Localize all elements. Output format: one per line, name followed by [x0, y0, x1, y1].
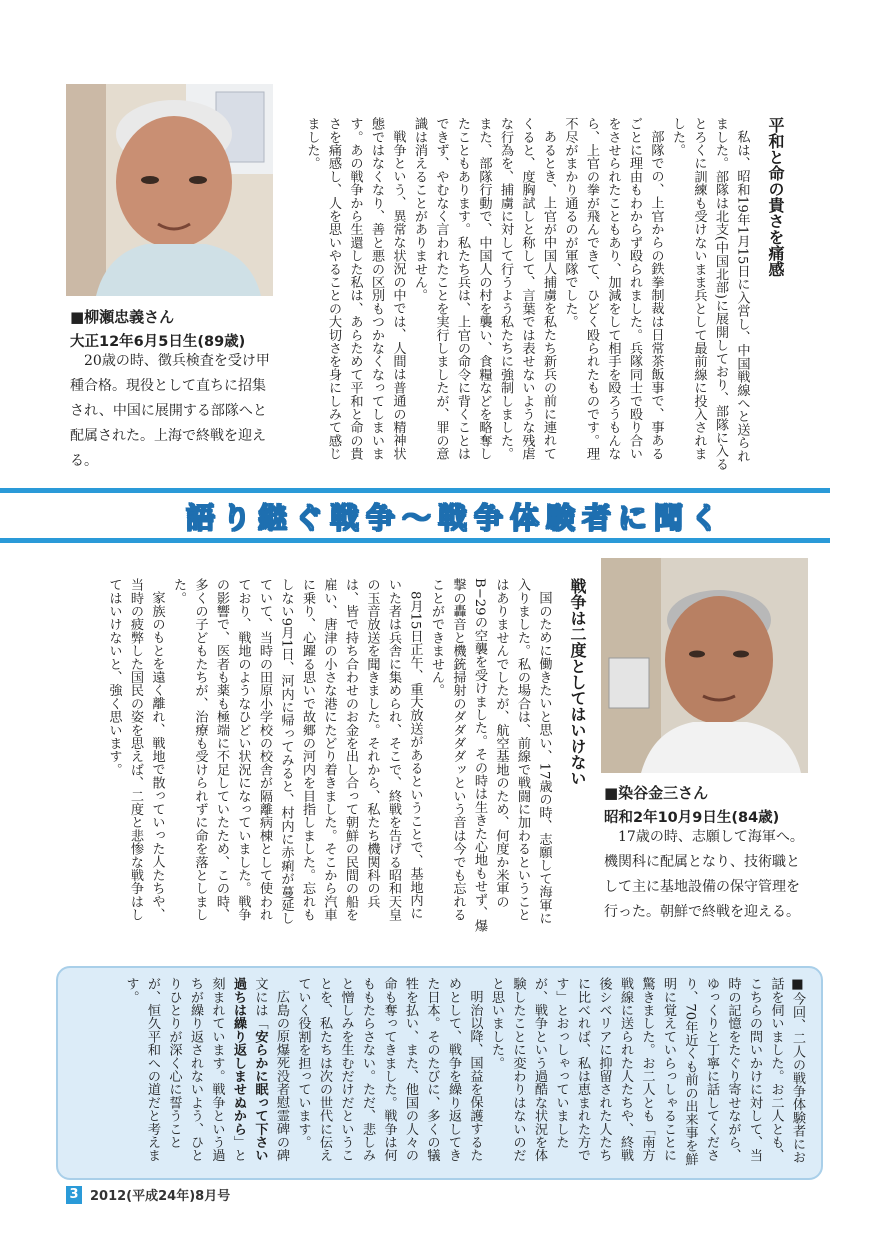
- banner-band-top: [0, 488, 830, 493]
- article-yanase-heading: 平和と命の貴さを痛感: [766, 117, 785, 277]
- article-someya-paragraph: 8月15日正午、重大放送があるということで、基地内にいた者は兵舎に集められ、そこで、終戦を告げる昭和天皇の玉音放送を聞きました。それから、私たち機関科の兵は、皆で持ち合わせのお金を出し合って朝鮮の民間の船を雇い、唐津の小さな港にたどり着きました。そこから汽車に乗り、心躍る思いで故郷の河内を目指しました。忘れもしない9月1日、河内に帰ってみると、村内に赤痢が蔓延していて、当時の田原小学校の校舎が隔離病棟として使われており、戦地のようなひどい状況になっていました。戦争の影響で、医者も薬も極端に不足していたため、この時、多くの子どもたちが、治療も受けられずに命を落としました。: [171, 578, 423, 925]
- photo-yanase: [66, 84, 273, 296]
- article-someya: [92, 578, 588, 933]
- editor-note-paragraph: 明治以降、国益を保護するためとして、戦争を繰り返してきた日本。そのたびに、多くの犠牲を払い、また、他国の人々の命も奪ってきました。戦争は何ももたらさない。ただ、悲しみと憎しみを生むだけだということを、私たちは次の世代に伝えていく役割を担っています。: [295, 977, 483, 1162]
- person2-bio: 17歳の時、志願して海軍へ。機関科に配属となり、技術職として主に基地設備の保守管理を行った。朝鮮で終戦を迎える。: [604, 829, 804, 920]
- article-yanase-paragraph: 私は、昭和19年1月15日に入営し、中国戦線へと送られました。部隊は北支(中国北部)に展開しており、部隊に入るとろくに訓練も受けないまま兵として最前線に投入されました。: [670, 117, 750, 471]
- article-someya-paragraph: 家族のもとを遠く離れ、戦地で散っていった人たちや、当時の疲弊した国民の姿を思えば、二度と悲惨な戦争はしてはいけないと、強く思います。: [106, 578, 165, 922]
- editor-note-text: 」と刻まれています。戦争という過ちが繰り返されないよう、ひとりひとりが深く心に誓うことが、恒久平和への道だと考えます。: [123, 977, 246, 1162]
- article-yanase-paragraph: 戦争という、異常な状況の中では、人間は普通の精神状態ではなくなり、善と悪の区別もつかなくなってしまいます。あの戦争から生還した私は、あらためて平和と命の貴さを痛感し、人を思いやることの大切さを身にしみて感じました。: [304, 117, 406, 461]
- banner-band-bottom: [0, 538, 830, 543]
- article-yanase-paragraph: あるとき、上官が中国人捕虜を私たち新兵の前に連れてくると、度胸試しと称して、言葉では表せないような残虐な行為を、捕虜に対して行うよう私たちに強制しました。また、部隊行動で、中国人の村を襲い、食糧などを略奪したこともあります。私たち兵は、上官の命令に背くことはできず、やむなく言われたことを実行しましたが、罪の意識は消えることがありません。: [412, 117, 556, 461]
- article-yanase-paragraph: 部隊での、上官からの鉄拳制裁は日常茶飯事で、事あるごとに理由もわからず殴られました。兵隊同士で殴り合いをさせられたこともあり、加減をして相手を殴ろうもんなら、上官の拳が飛んできて、ひどく殴られたものです。理不尽がまかり通るのが軍隊でした。: [562, 117, 664, 461]
- issue-label: 2012(平成24年)8月号: [90, 1189, 231, 1204]
- editor-note: [86, 977, 808, 1176]
- editor-note-text: 広島の原爆死没者慰霊碑の碑文には「: [252, 977, 289, 1162]
- article-yanase: [298, 117, 786, 472]
- person1-bio: 20歳の時、徴兵検査を受け甲種合格。現役として直ちに招集され、中国に展開する部隊へと配属された。上海で終戦を迎える。: [70, 353, 270, 469]
- person2-birth: 昭和2年10月9日生(84歳): [604, 810, 780, 826]
- page-footer: [66, 1185, 230, 1204]
- article-someya-paragraph: 国のために働きたいと思い、17歳の時、志願して海軍に入りました。私の場合は、前線で戦闘に加わるということはありませんでしたが、航空基地のため、何度か米軍のB−29の空襲を受けました。その時は生きた心地もせず、爆撃の轟音と機銃掃射のダダダダッという音は今でも忘れることができません。: [429, 578, 552, 933]
- page-number: 3: [66, 1186, 82, 1204]
- epitaph-quote: 安らかに眠って下さい 過ちは繰り返しませぬから: [231, 977, 268, 1176]
- person1-name: ■柳瀬忠義さん: [70, 308, 175, 326]
- banner-title: 語り継ぐ戦争〜戦争体験者に聞く: [186, 501, 727, 535]
- article-someya-heading: 戦争は二度としてはいけない: [568, 578, 587, 786]
- editor-note-paragraph: [120, 977, 292, 1176]
- person2-name: ■染谷金三さん: [604, 784, 709, 802]
- photo-someya: [601, 558, 808, 773]
- person1-birth: 大正12年6月5日生(89歳): [70, 334, 246, 350]
- editor-note-paragraph: ■今回、二人の戦争体験者にお話を伺いました。お二人とも、こちらの問いかけに対して、当時の記憶をたぐり寄せながら、ゆっくりと丁寧に話してくださり、70年近くも前の出来事を鮮明に覚えていらっしゃることに驚きました。お二人とも「南方戦線に送られた人たちや、終戦後シベリアに抑留された人たちに比べれば、私は恵まれた方です」とおっしゃっていましたが、戦争という過酷な状況を体験したことに変わりはないのだと思いました。: [489, 977, 805, 1166]
